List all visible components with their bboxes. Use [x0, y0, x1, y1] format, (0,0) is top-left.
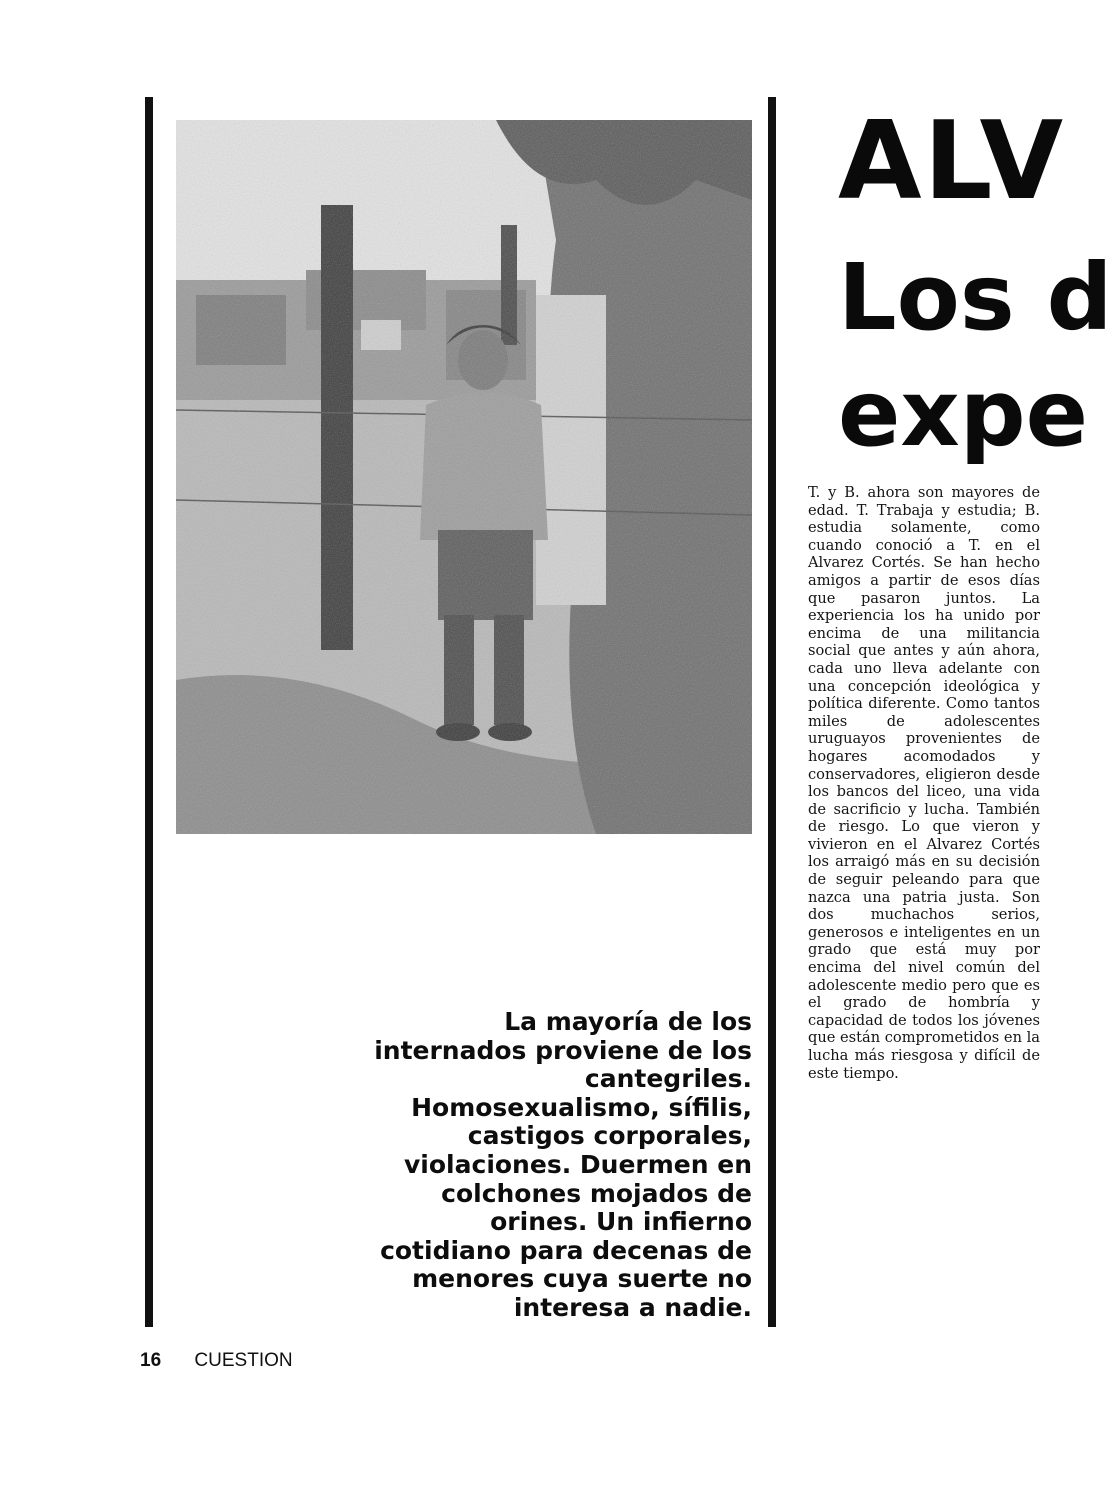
column-rule-middle — [768, 97, 776, 1327]
article-body: T. y B. ahora son mayores de edad. T. Trabaja y estudia; B. estudia solamente, como cuando conoció a T. en el Alvarez Cortés. Se han hecho amigos a partir de esos días que pasaron juntos. La experiencia los ha unido por encima de una militancia social que antes y aún ahora, cada uno lleva adelante con una concepción ideológica y política diferente. Como tantos miles de adolescentes uruguayos provenientes de hogares acomodados y conservadores, eligieron desde los bancos del liceo, una vida de sacrificio y lucha. También de riesgo. Lo que vieron y vivieron en el Alvarez Cortés los arraigó más en su decisión de seguir peleando para que nazca una patria justa. Son dos muchachos serios, generosos e inteligentes en un grado que está muy por encima del nivel común del adolescente medio pero que es el grado de hombría y capacidad de todos los jóvenes que están comprometidos en la lucha más riesgosa y difícil de este tiempo. — [808, 484, 1040, 1082]
photo-boy-at-fence — [176, 120, 752, 834]
publication-name: CUESTION — [194, 1350, 293, 1371]
headline-line-2: Los d — [838, 244, 1112, 351]
headline-line-1: ALV — [838, 99, 1066, 224]
headline-line-3: expe — [838, 360, 1088, 467]
photo-caption: La mayoría de los internados proviene de los cantegriles. Homosexualismo, sífilis, castigos corporales, violaciones. Duermen en colchones mojados de orines. Un infierno cotidiano para decenas de menores cuya suerte no interesa a nadie. — [374, 1007, 752, 1322]
page-footer — [140, 1350, 293, 1372]
page-number: 16 — [140, 1350, 162, 1371]
column-rule-left — [145, 97, 153, 1327]
